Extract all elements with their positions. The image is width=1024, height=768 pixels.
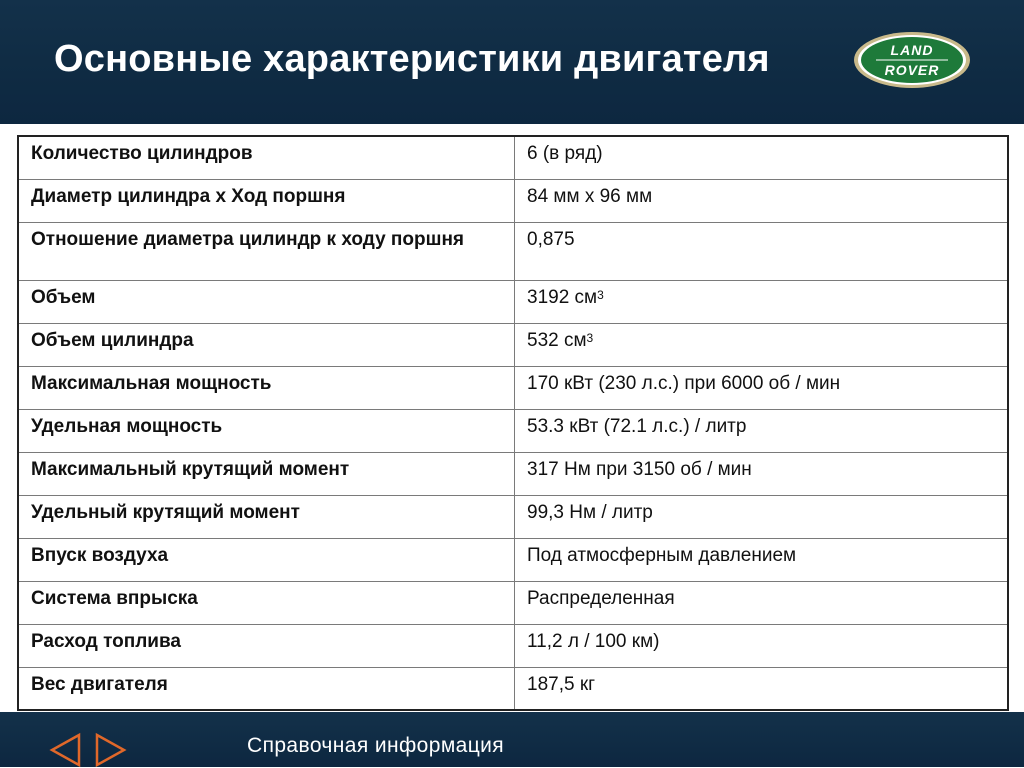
spec-value [515,538,1009,581]
spec-value [515,452,1009,495]
spec-value-text: 6 (в ряд) [527,143,603,164]
table-row [18,624,1008,667]
spec-value [515,624,1009,667]
spec-value [515,280,1009,323]
spec-value [515,366,1009,409]
spec-value [515,581,1009,624]
spec-label: Расход топлива [18,624,515,667]
table-row [18,179,1008,222]
spec-value-text: 3192 см [527,286,598,308]
spec-value-text: 170 кВт (230 л.с.) при 6000 об / мин [527,372,841,394]
footer-bar [0,712,1024,767]
spec-label: Максимальная мощность [18,366,515,409]
footer-label: Справочная информация [247,734,505,757]
spec-value [515,179,1009,222]
spec-label: Диаметр цилиндра х Ход поршня [18,179,515,222]
spec-value [515,136,1009,179]
table-row [18,323,1008,366]
table-row [18,280,1008,323]
table-row [18,409,1008,452]
spec-label: Максимальный крутящий момент [18,452,515,495]
spec-value-text: Под атмосферным давлением [527,544,797,566]
spec-value [515,222,1009,280]
spec-label: Объем [18,280,515,323]
table-row [18,366,1008,409]
spec-value [515,409,1009,452]
specs-table-container [17,135,1009,711]
spec-value-text: 53.3 кВт (72.1 л.с.) / литр [527,415,747,437]
spec-value-text: 11,2 л / 100 км) [527,630,660,652]
spec-label: Впуск воздуха [18,538,515,581]
header-divider [0,124,1024,130]
spec-value [515,495,1009,538]
svg-text:ROVER: ROVER [884,62,940,78]
table-row [18,452,1008,495]
table-row [18,538,1008,581]
spec-label: Система впрыска [18,581,515,624]
spec-value-text: 0,875 [527,228,575,250]
spec-value-text: 99,3 Нм / литр [527,501,653,523]
spec-value [515,667,1009,710]
table-row [18,222,1008,280]
unit-superscript: 3 [586,330,594,345]
spec-label: Удельный крутящий момент [18,495,515,538]
spec-label: Вес двигателя [18,667,515,710]
spec-label: Отношение диаметра цилиндр к ходу поршня [18,222,515,280]
spec-value [515,323,1009,366]
table-row [18,136,1008,179]
svg-text:LAND: LAND [890,42,934,58]
table-row [18,495,1008,538]
unit-superscript: 3 [597,287,604,302]
spec-label: Количество цилиндров [18,136,515,179]
spec-value-text: Распределенная [527,587,675,609]
triangle-left-icon[interactable] [48,732,82,768]
table-row [18,581,1008,624]
spec-value-text: 532 см [527,329,587,351]
spec-label: Объем цилиндра [18,323,515,366]
table-row [18,667,1008,710]
spec-value-text: 317 Нм при 3150 об / мин [527,458,752,480]
header-bar [0,0,1024,124]
spec-label: Удельная мощность [18,409,515,452]
land-rover-logo [852,30,972,90]
triangle-right-icon[interactable] [94,732,128,768]
spec-value-text: 187,5 кг [527,673,596,695]
page-title: Основные характеристики двигателя [54,38,770,80]
specs-table [17,135,1009,711]
spec-value-text: 84 мм х 96 мм [527,185,653,207]
